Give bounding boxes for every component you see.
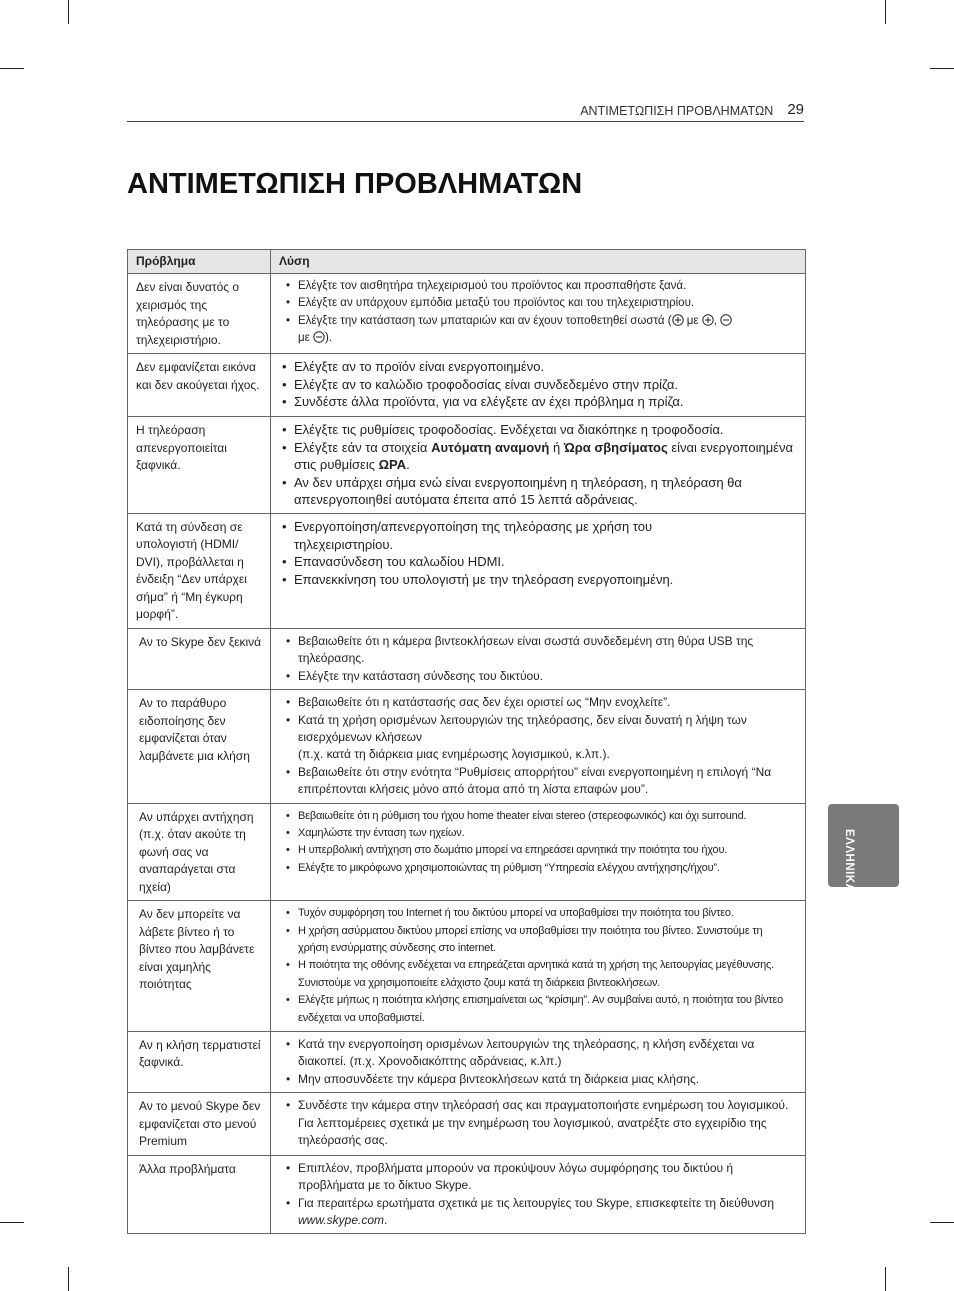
- table-row: [128, 690, 806, 803]
- problem-cell: Αν το παράθυρο ειδοποίησης δεν εμφανίζεται όταν λαμβάνετε μια κλήση: [128, 690, 271, 803]
- problem-cell: Κατά τη σύνδεση σε υπολογιστή (HDMI/ DVI), προβάλλεται η ένδειξη “Δεν υπάρχει σήμα” ή “Μη έγκυρη μορφή”.: [128, 513, 271, 628]
- table-row: [128, 901, 806, 1032]
- solution-cell: [271, 513, 806, 628]
- skype-link[interactable]: www.skype.com: [298, 1212, 385, 1227]
- solution-item: • Μην αποσυνδέετε την κάμερα βιντεοκλήσεων κατά τη διάρκεια μιας κλήσης.: [281, 1071, 793, 1088]
- solution-item: • Βεβαιωθείτε ότι η ρύθμιση του ήχου home theater είναι stereo (στερεοφωνικός) και όχι surround.: [281, 808, 793, 825]
- table-header-row: [128, 250, 806, 274]
- crop-mark: [930, 1222, 954, 1223]
- solution-cell: [271, 1031, 806, 1092]
- solution-item: • Ελέγξτε τον αισθητήρα τηλεχειρισμού του προϊόντος και προσπαθήστε ξανά.: [281, 278, 793, 295]
- language-tab-label: ΕΛΛΗΝΙΚΑ: [843, 829, 855, 893]
- problem-cell: Άλλα προβλήματα: [128, 1155, 271, 1234]
- solution-item: • Βεβαιωθείτε ότι η κατάστασής σας δεν έχει οριστεί ως “Μην ενοχλείτε”.: [281, 694, 793, 711]
- problem-cell: Δεν είναι δυνατός ο χειρισμός της τηλεόρασης με το τηλεχειριστήριο.: [128, 274, 271, 354]
- solution-item: • Χαμηλώστε την ένταση των ηχείων.: [281, 825, 793, 842]
- solution-item: • Η ποιότητα της οθόνης ενδέχεται να επηρεάζεται αρνητικά κατά τη χρήση της λειτουργίας μεγέθυνσης. Συνιστούμε να χρησιμοποιείτε ελάχιστο ζουμ κατά τη διάρκεια βιντεοκλήσεων.: [281, 957, 793, 992]
- solution-item: • Συνδέστε την κάμερα στην τηλεόρασή σας και πραγματοποιήστε ενημέρωση του λογισμικού. Για λεπτομέρειες σχετικά με την ενημέρωση του λογισμικού, ανατρέξτε στο εγχειρίδιο της τηλεόρασής σας.: [281, 1097, 793, 1149]
- solution-item: • Ελέγξτε το μικρόφωνο χρησιμοποιώντας τη ρύθμιση “Υπηρεσία ελέγχου αντήχησης/ήχου”.: [281, 860, 793, 877]
- table-row: [128, 417, 806, 514]
- running-header: [127, 100, 804, 122]
- solution-cell: [271, 901, 806, 1032]
- solution-item: • Ελέγξτε τις ρυθμίσεις τροφοδοσίας. Ενδέχεται να διακόπηκε η τροφοδοσία.: [281, 421, 793, 439]
- solution-item: • Βεβαιωθείτε ότι στην ενότητα “Ρυθμίσεις απορρήτου” είναι ενεργοποιημένη η επιλογή “Να επιτρέπονται κλήσεις μόνο από άτομα από τη λίστα επαφών μου”.: [281, 764, 793, 799]
- solution-cell: [271, 417, 806, 514]
- problem-cell: Αν η κλήση τερματιστεί ξαφνικά.: [128, 1031, 271, 1092]
- solution-item: • Αν δεν υπάρχει σήμα ενώ είναι ενεργοποιημένη η τηλεόραση, η τηλεόραση θα απενεργοποιηθεί αυτόματα έπειτα από 15 λεπτά αδράνειας.: [281, 474, 793, 509]
- page-number: 29: [787, 101, 804, 118]
- solution-item: • Συνδέστε άλλα προϊόντα, για να ελέγξετε αν έχει πρόβλημα η πρίζα.: [281, 393, 793, 411]
- plus-circle-icon: [672, 314, 684, 326]
- solution-cell: [271, 803, 806, 901]
- crop-mark: [930, 68, 954, 69]
- table-row: [128, 803, 806, 901]
- minus-circle-icon: [720, 314, 732, 326]
- solution-item: • Ελέγξτε εάν τα στοιχεία Αυτόματη αναμονή ή Ώρα σβησίματος είναι ενεργοποιημένα στις ρυθμίσεις ΩΡΑ.: [281, 439, 793, 474]
- solution-item: • Τυχόν συμφόρηση του Internet ή του δικτύου μπορεί να υποβαθμίσει την ποιότητα του βίντεο.: [281, 905, 793, 922]
- crop-mark: [0, 1222, 24, 1223]
- solution-item: • Ελέγξτε μήπως η ποιότητα κλήσης επισημαίνεται ως “κρίσιμη”. Αν συμβαίνει αυτό, η ποιότητα του βίντεο ενδέχεται να υποβαθμιστεί.: [281, 992, 793, 1027]
- table-row: [128, 274, 806, 354]
- table-row: [128, 1093, 806, 1156]
- solution-cell: [271, 274, 806, 354]
- solution-cell: [271, 628, 806, 689]
- column-header-problem: Πρόβλημα: [128, 250, 271, 274]
- solution-item: • Ελέγξτε την κατάσταση των μπαταριών και αν έχουν τοποθετηθεί σωστά ( με , με ).: [281, 313, 793, 348]
- crop-mark: [885, 1267, 886, 1291]
- solution-item: • Ελέγξτε αν υπάρχουν εμπόδια μεταξύ του προϊόντος και του τηλεχειριστηρίου.: [281, 295, 793, 312]
- solution-item: • Ελέγξτε αν το προϊόν είναι ενεργοποιημένο.: [281, 358, 793, 376]
- problem-cell: Αν το Skype δεν ξεκινά: [128, 628, 271, 689]
- solution-item: • Για περαιτέρω ερωτήματα σχετικά με τις λειτουργίες του Skype, επισκεφτείτε τη διεύθυνση www.skype.com.: [281, 1195, 793, 1230]
- crop-mark: [68, 0, 69, 24]
- solution-cell: [271, 1093, 806, 1156]
- solution-item: • Η υπερβολική αντήχηση στο δωμάτιο μπορεί να επηρεάσει αρνητικά την ποιότητα του ήχου.: [281, 842, 793, 859]
- crop-mark: [0, 68, 24, 69]
- solution-cell: [271, 354, 806, 417]
- solution-cell: [271, 690, 806, 803]
- running-title: ΑΝΤΙΜΕΤΩΠΙΣΗ ΠΡΟΒΛΗΜΑΤΩΝ: [580, 104, 774, 118]
- crop-mark: [885, 0, 886, 24]
- table-row: [128, 628, 806, 689]
- minus-circle-icon: [313, 331, 325, 343]
- solution-item: • Βεβαιωθείτε ότι η κάμερα βιντεοκλήσεων είναι σωστά συνδεδεμένη στη θύρα USB της τηλεόρασης.: [281, 633, 793, 668]
- problem-cell: Αν το μενού Skype δεν εμφανίζεται στο μενού Premium: [128, 1093, 271, 1156]
- solution-item: • Κατά τη χρήση ορισμένων λειτουργιών της τηλεόρασης, δεν είναι δυνατή η λήψη των εισερχόμενων κλήσεων (π.χ. κατά τη διάρκεια μιας ενημέρωσης λογισμικού, κ.λπ.).: [281, 712, 793, 764]
- solution-item: • Ενεργοποίηση/απενεργοποίηση της τηλεόρασης με χρήση του τηλεχειριστηρίου.: [281, 518, 793, 553]
- troubleshooting-table: [127, 249, 806, 1234]
- solution-item: • Ελέγξτε αν το καλώδιο τροφοδοσίας είναι συνδεδεμένο στην πρίζα.: [281, 376, 793, 394]
- problem-cell: Αν υπάρχει αντήχηση (π.χ. όταν ακούτε τη φωνή σας να αναπαράγεται στα ηχεία): [128, 803, 271, 901]
- solution-cell: [271, 1155, 806, 1234]
- solution-item: • Επιπλέον, προβλήματα μπορούν να προκύψουν λόγω συμφόρησης του δικτύου ή προβλήματα με το δίκτυο Skype.: [281, 1160, 793, 1195]
- page-title: ΑΝΤΙΜΕΤΩΠΙΣΗ ΠΡΟΒΛΗΜΑΤΩΝ: [127, 168, 583, 200]
- plus-circle-icon: [702, 314, 714, 326]
- table-row: [128, 1155, 806, 1234]
- solution-item: • Επανασύνδεση του καλωδίου HDMI.: [281, 553, 793, 571]
- solution-item: • Ελέγξτε την κατάσταση σύνδεσης του δικτύου.: [281, 668, 793, 685]
- problem-cell: Αν δεν μπορείτε να λάβετε βίντεο ή το βίντεο που λαμβάνετε είναι χαμηλής ποιότητας: [128, 901, 271, 1032]
- column-header-solution: Λύση: [271, 250, 806, 274]
- table-row: [128, 513, 806, 628]
- solution-item: • Η χρήση ασύρματου δικτύου μπορεί επίσης να υποβαθμίσει την ποιότητα του βίντεο. Συνιστούμε τη χρήση ενσύρματης σύνδεσης στο internet.: [281, 923, 793, 958]
- problem-cell: Η τηλεόραση απενεργοποιείται ξαφνικά.: [128, 417, 271, 514]
- table-row: [128, 354, 806, 417]
- crop-mark: [68, 1267, 69, 1291]
- solution-item: • Κατά την ενεργοποίηση ορισμένων λειτουργιών της τηλεόρασης, η κλήση ενδέχεται να διακοπεί. (π.χ. Χρονοδιακόπτης αδράνειας, κ.λπ.): [281, 1036, 793, 1071]
- table-row: [128, 1031, 806, 1092]
- language-tab: [828, 804, 899, 893]
- solution-item: • Επανεκκίνηση του υπολογιστή με την τηλεόραση ενεργοποιημένη.: [281, 571, 793, 589]
- problem-cell: Δεν εμφανίζεται εικόνα και δεν ακούγεται ήχος.: [128, 354, 271, 417]
